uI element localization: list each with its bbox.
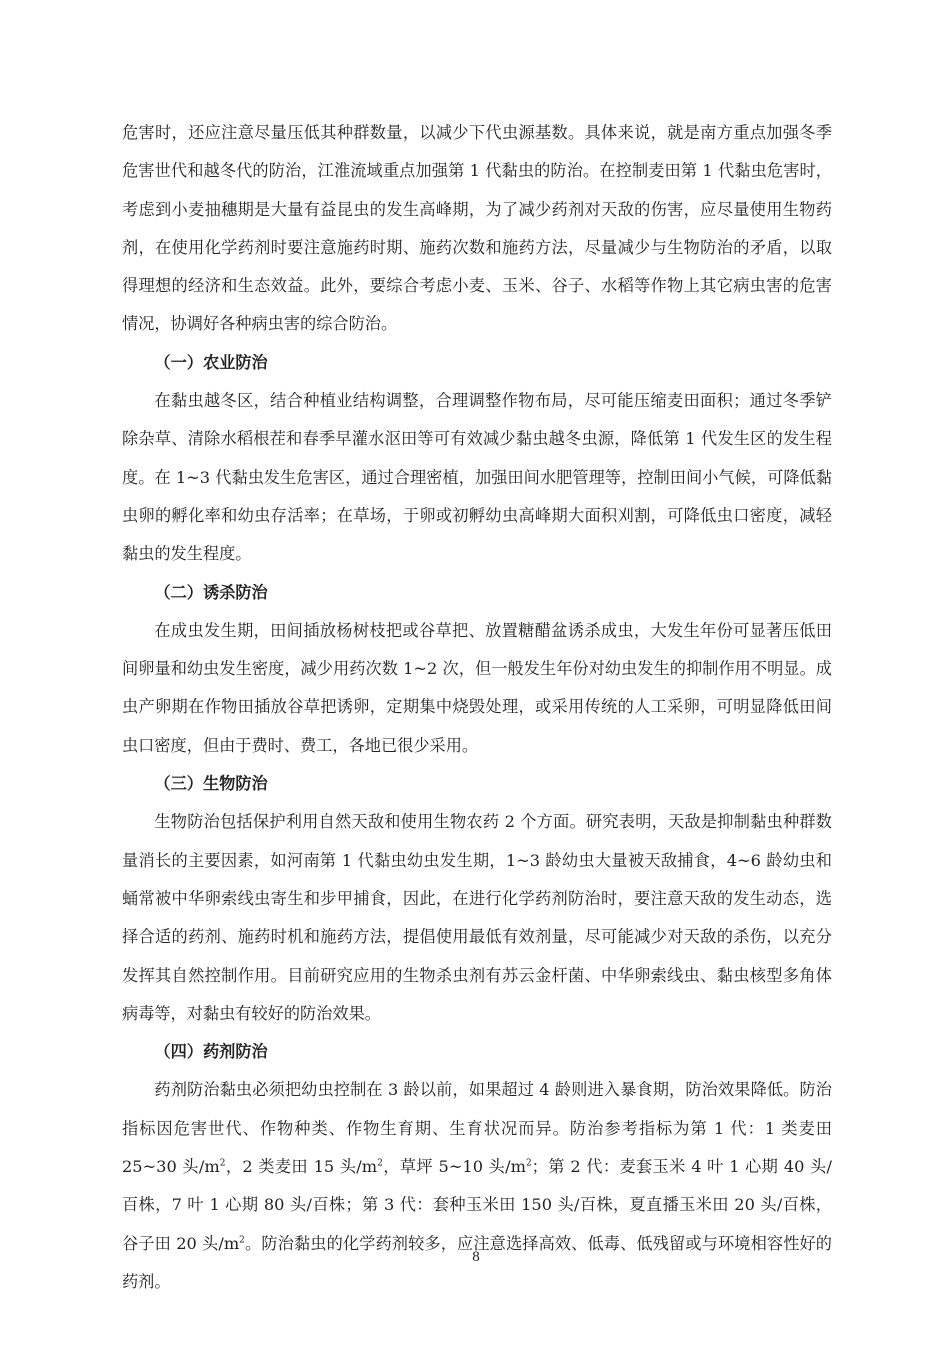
section-body-trapping-control: 在成虫发生期，田间插放杨树枝把或谷草把、放置糖醋盆诱杀成虫，大发生年份可显著压低田间卵量和幼虫发生密度，减少用药次数 1~2 次，但一般发生年份对幼虫发生的抑制作用不明显。成虫产卵期在作物田插放谷草把诱卵，定期集中烧毁处理，或采用传统的人工采卵，可明显降低田间虫口密度，但由于费时、费工，各地已很少采用。 — [122, 620, 832, 755]
section-body-biological-control: 生物防治包括保护利用自然天敌和使用生物农药 2 个方面。研究表明，天敌是抑制黏虫种群数量消长的主要因素，如河南第 1 代黏虫幼虫发生期，1~3 龄幼虫大量被天敌捕食，4~6 龄幼虫和蛹常被中华卵索线虫寄生和步甲捕食，因此，在进行化学药剂防治时，要注意天敌的发生动态，选择合适的药剂、施药时机和施药方法，提倡使用最低有效剂量，尽可能减少对天敌的杀伤，以充分发挥其自然控制作用。目前研究应用的生物杀虫剂有苏云金杆菌、中华卵索线虫、黏虫核型多角体病毒等，对黏虫有较好的防治效果。 — [122, 812, 832, 1023]
section-body-agricultural-control: 在黏虫越冬区，结合种植业结构调整，合理调整作物布局，尽可能压缩麦田面积；通过冬季铲除杂草、清除水稻根茬和春季早灌水沤田等可有效减少黏虫越冬虫源，降低第 1 代发生区的发生程度。在 1~3 代黏虫发生危害区，通过合理密植，加强田间水肥管理等，控制田间小气候，可降低黏虫卵的孵化率和幼虫存活率；在草场，于卵或初孵幼虫高峰期大面积刈割，可降低虫口密度，减轻黏虫的发生程度。 — [122, 391, 832, 564]
page-content — [122, 114, 832, 1301]
chemical-text-part-5: 。防治黏虫的化学药剂较多，应注意选择高效、低毒、低残留或与环境相容性好的药剂。 — [122, 1233, 832, 1291]
chemical-text-part-4: ；第 2 代：麦套玉米 4 叶 1 心期 40 头/百株，7 叶 1 心期 80 头/百株；第 3 代：套种玉米田 150 头/百株，夏直播玉米田 20 头/百株，谷子田 20 头/m — [122, 1157, 832, 1253]
section-body-chemical-control — [122, 1071, 832, 1301]
section-heading-agricultural-control: （一）农业防治 — [154, 352, 268, 372]
page-number: 8 — [472, 1249, 480, 1265]
superscript-2: 2 — [219, 1158, 226, 1169]
chemical-text-part-3: ，草坪 5~10 头/m — [382, 1157, 526, 1177]
superscript-2: 2 — [525, 1158, 532, 1169]
chemical-text-part-1: 药剂防治黏虫必须把幼虫控制在 3 龄以前，如果超过 4 龄则进入暴食期，防治效果降低。防治指标因危害世代、作物种类、作物生育期、生育状况而异。防治参考指标为第 1 代：1 类麦田 25~30 头/m — [122, 1080, 832, 1177]
chemical-text-part-2: ，2 类麦田 15 头/m — [225, 1157, 378, 1177]
intro-paragraph: 危害时，还应注意尽量压低其种群数量，以减少下代虫源基数。具体来说，就是南方重点加强冬季危害世代和越冬代的防治，江淮流域重点加强第 1 代黏虫的防治。在控制麦田第 1 代黏虫危害时，考虑到小麦抽穗期是大量有益昆虫的发生高峰期，为了减少药剂对天敌的伤害，应尽量使用生物药剂，在使用化学药剂时要注意施药时期、施药次数和施药方法，尽量减少与生物防治的矛盾，以取得理想的经济和生态效益。此外，要综合考虑小麦、玉米、谷子、水稻等作物上其它病虫害的危害情况，协调好各种病虫害的综合防治。 — [122, 123, 832, 334]
superscript-2: 2 — [377, 1158, 383, 1169]
section-heading-chemical-control: （四）药剂防治 — [154, 1042, 268, 1062]
superscript-2: 2 — [239, 1235, 245, 1246]
section-heading-biological-control: （三）生物防治 — [154, 774, 268, 794]
section-heading-trapping-control: （二）诱杀防治 — [154, 582, 268, 602]
